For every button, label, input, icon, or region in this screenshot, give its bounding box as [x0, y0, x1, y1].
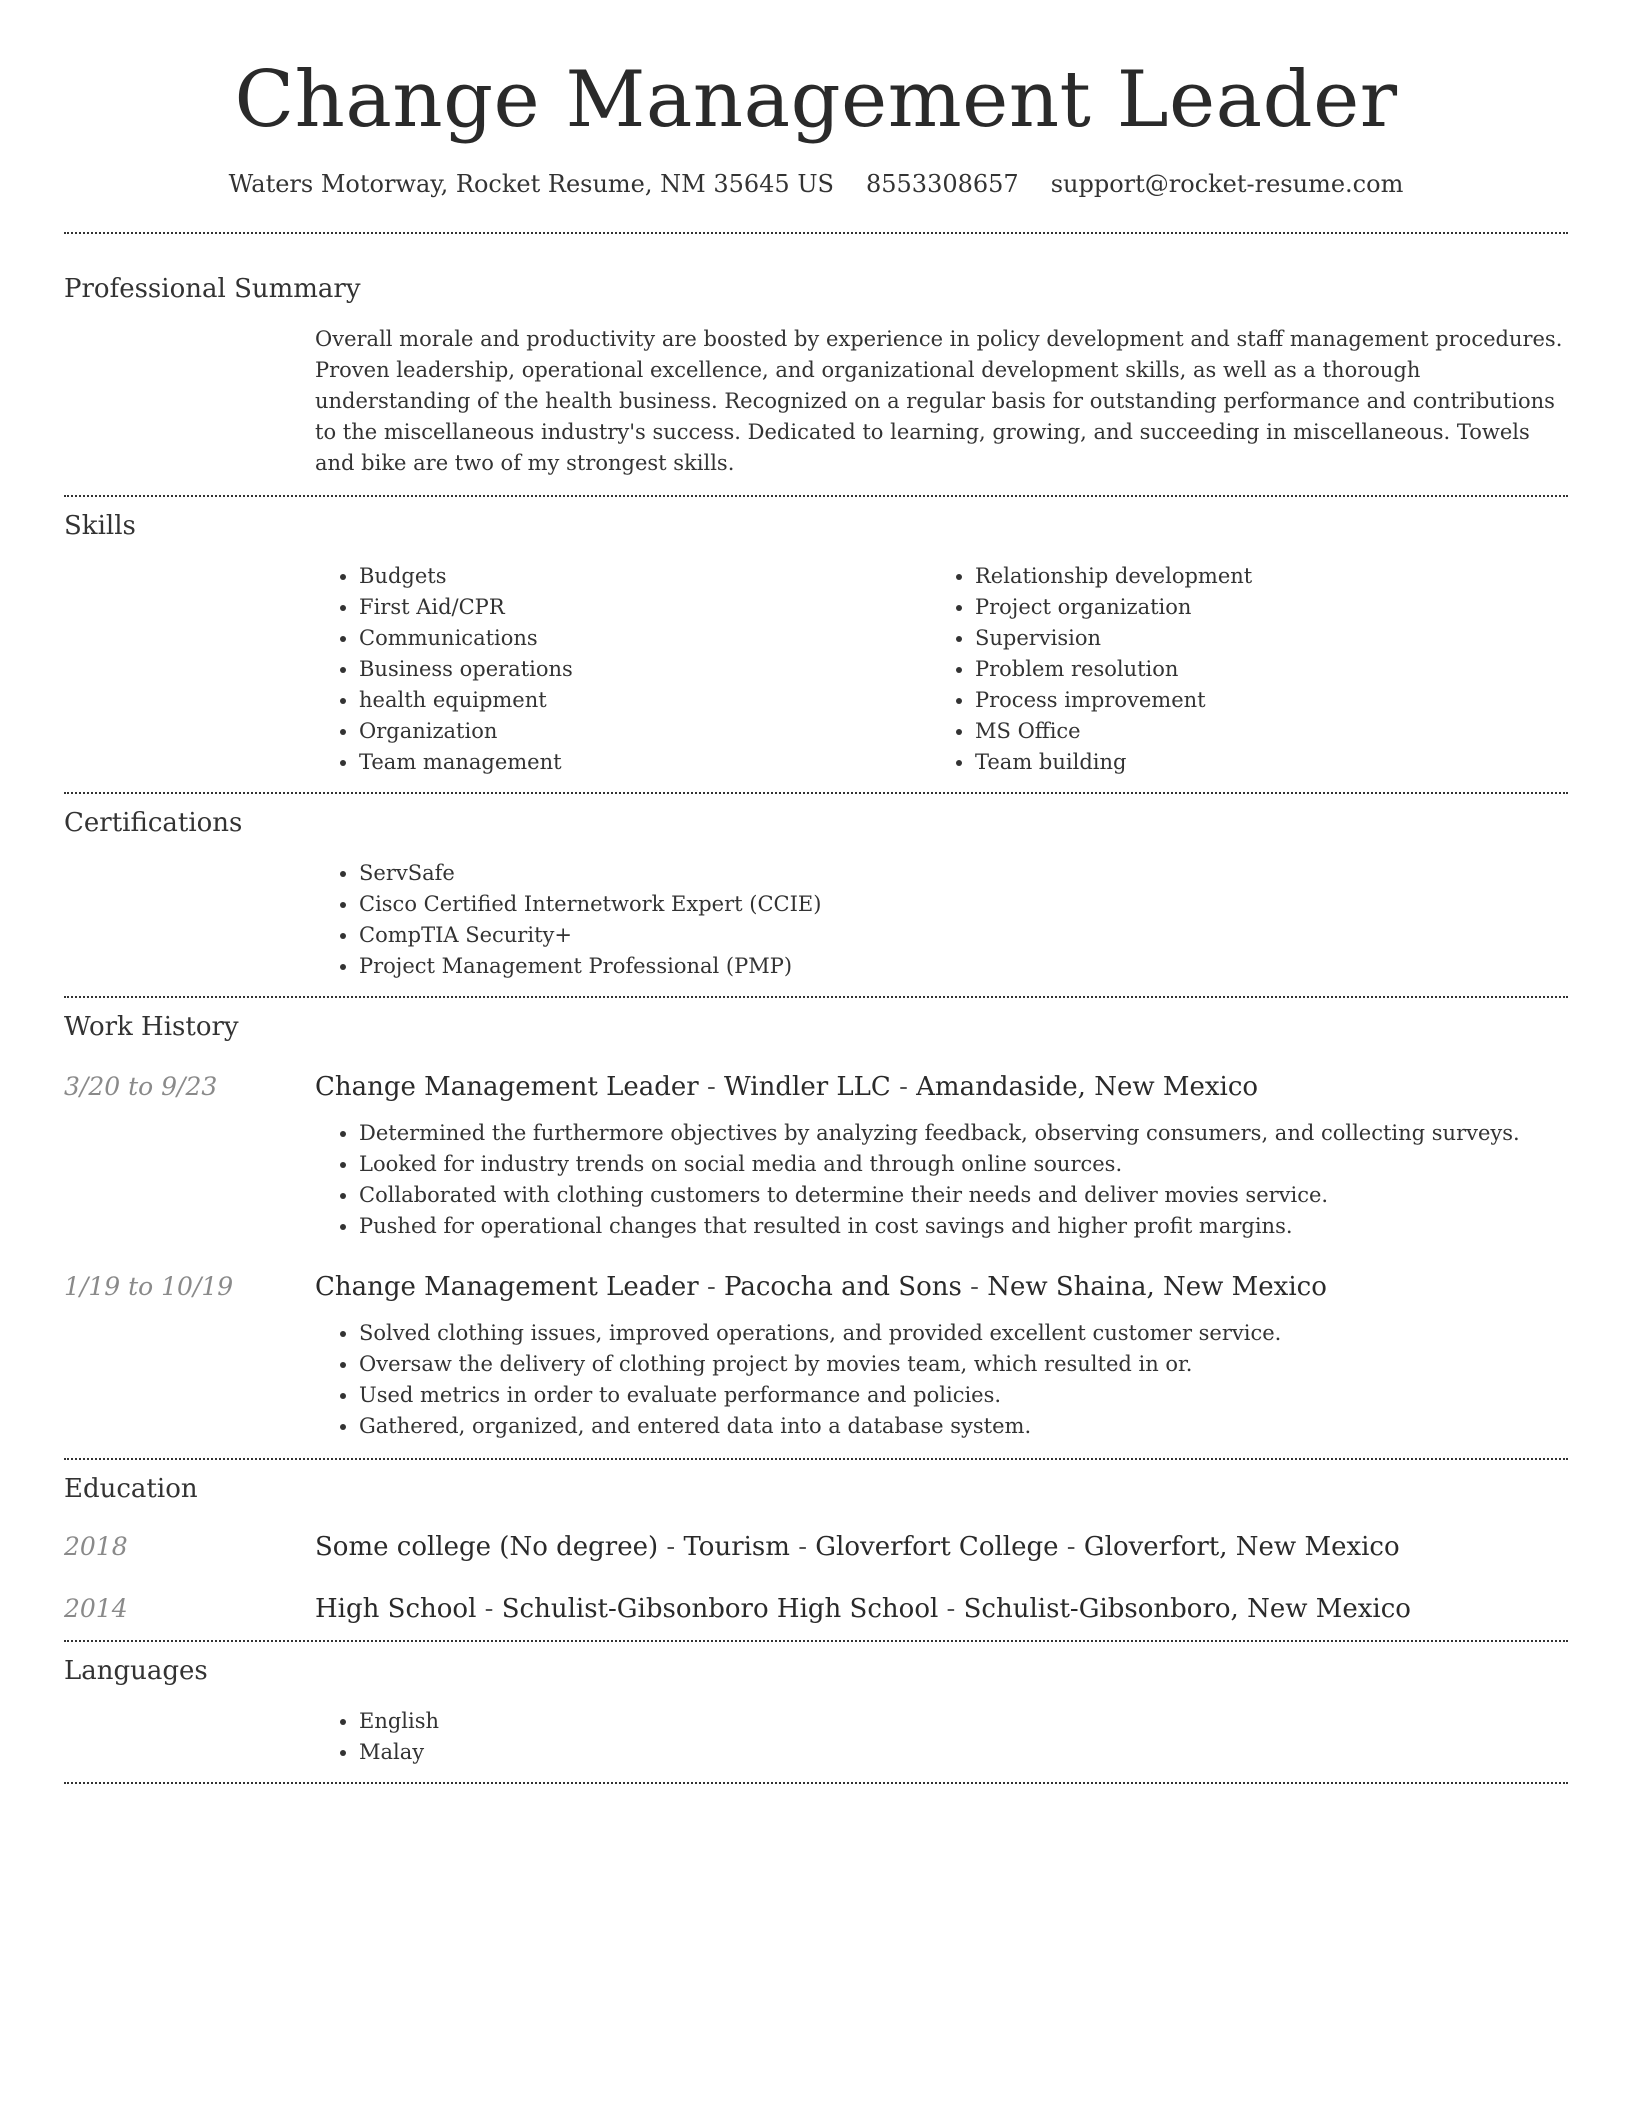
skills-list — [315, 561, 1568, 778]
language-item: • Malay — [359, 1737, 1568, 1768]
work-history-section — [64, 998, 1568, 1458]
skill-item: • Project organization — [975, 592, 1547, 623]
section-title: Languages — [64, 1656, 208, 1686]
skill-item: • Team building — [975, 747, 1547, 778]
education-year: 2014 — [64, 1594, 128, 1623]
contact-info — [64, 170, 1568, 198]
education-entry — [64, 1592, 1568, 1626]
section-title: Certifications — [64, 808, 243, 838]
skill-item: • Communications — [359, 623, 931, 654]
certification-item: • CompTIA Security+ — [359, 920, 1568, 951]
skills-section — [64, 497, 1568, 778]
job-company: Pacocha and Sons — [724, 1272, 962, 1302]
job-bullet: • Collaborated with clothing customers to determine their needs and deliver movies service. — [359, 1180, 1568, 1211]
education-location: Gloverfort, New Mexico — [1083, 1532, 1400, 1562]
job-bullet: • Used metrics in order to evaluate performance and policies. — [359, 1380, 1568, 1411]
job-heading: Change Management Leader - Windler LLC - Amandaside, New Mexico — [315, 1072, 1259, 1102]
skill-item: • Organization — [359, 716, 931, 747]
job-heading: Change Management Leader - Pacocha and Sons - New Shaina, New Mexico — [315, 1272, 1327, 1302]
summary-text: Overall morale and productivity are boosted by experience in policy development and staff management procedures. Proven leadership, operational excellence, and organizational development skills, as well as a thorough understanding of the health business. Recognized on a regular basis for outstanding performance and contributions to the miscellaneous industry's success. Dedicated to learning, growing, and succeeding in miscellaneous. Towels and bike are two of my strongest skills. — [315, 327, 1563, 475]
language-item: • English — [359, 1706, 1568, 1737]
job-role: Change Management Leader — [315, 1272, 699, 1302]
skill-item: • Relationship development — [975, 561, 1547, 592]
skill-item: • Business operations — [359, 654, 931, 685]
certifications-list — [315, 858, 1568, 982]
email-link[interactable]: support@rocket-resume.com — [1050, 170, 1404, 198]
skills-column-right — [931, 561, 1547, 778]
job-details — [315, 1070, 1568, 1242]
job-bullet: • Pushed for operational changes that resulted in cost savings and higher profit margins. — [359, 1211, 1568, 1242]
resume-header — [64, 0, 1568, 198]
certifications-section — [64, 794, 1568, 982]
job-company: Windler LLC — [724, 1072, 891, 1102]
job-bullet: • Gathered, organized, and entered data into a database system. — [359, 1411, 1568, 1442]
skill-item: • health equipment — [359, 685, 931, 716]
job-bullet: • Solved clothing issues, improved operations, and provided excellent customer service. — [359, 1318, 1568, 1349]
education-section — [64, 1460, 1568, 1640]
skill-item: • Problem resolution — [975, 654, 1547, 685]
education-heading: High School - Schulist-Gibsonboro High School - Schulist-Gibsonboro, New Mexico — [315, 1594, 1411, 1624]
job-location: New Shaina, New Mexico — [987, 1272, 1327, 1302]
skill-item: • MS Office — [975, 716, 1547, 747]
summary-section — [64, 234, 1568, 479]
job-bullet: • Oversaw the delivery of clothing project by movies team, which resulted in or. — [359, 1349, 1568, 1380]
languages-section — [64, 1642, 1568, 1768]
section-title: Education — [64, 1474, 198, 1504]
skill-item: • Team management — [359, 747, 931, 778]
section-title: Skills — [64, 511, 136, 541]
section-title: Work History — [64, 1012, 239, 1042]
skill-item: • Supervision — [975, 623, 1547, 654]
job-entry — [64, 1270, 1568, 1442]
phone-text: 8553308657 — [866, 170, 1019, 198]
job-dates: 3/20 to 9/23 — [64, 1072, 218, 1101]
skill-item: • Process improvement — [975, 685, 1547, 716]
education-year: 2018 — [64, 1532, 128, 1561]
job-role: Change Management Leader — [315, 1072, 699, 1102]
education-heading: Some college (No degree) - Tourism - Gloverfort College - Gloverfort, New Mexico — [315, 1532, 1400, 1562]
education-school: Gloverfort College — [815, 1532, 1059, 1562]
candidate-name: Change Management Leader — [234, 55, 1398, 145]
skill-item: • Budgets — [359, 561, 931, 592]
job-details — [315, 1270, 1568, 1442]
education-degree: High School — [315, 1594, 477, 1624]
education-entry — [64, 1530, 1568, 1564]
languages-list — [315, 1706, 1568, 1768]
education-school: Schulist-Gibsonboro High School — [501, 1594, 939, 1624]
address-text: Waters Motorway, Rocket Resume, NM 35645 US — [228, 170, 834, 198]
education-location: Schulist-Gibsonboro, New Mexico — [963, 1594, 1411, 1624]
certification-item: • ServSafe — [359, 858, 1568, 889]
certification-item: • Project Management Professional (PMP) — [359, 951, 1568, 982]
education-degree: Some college (No degree) — [315, 1532, 659, 1562]
section-title: Professional Summary — [64, 274, 361, 304]
skills-column-left — [315, 561, 931, 778]
job-bullet: • Looked for industry trends on social media and through online sources. — [359, 1149, 1568, 1180]
job-entry — [64, 1070, 1568, 1242]
certification-item: • Cisco Certified Internetwork Expert (CCIE) — [359, 889, 1568, 920]
job-dates: 1/19 to 10/19 — [64, 1272, 234, 1301]
divider — [64, 1782, 1568, 1784]
job-bullet: • Determined the furthermore objectives by analyzing feedback, observing consumers, and collecting surveys. — [359, 1118, 1568, 1149]
skill-item: • First Aid/CPR — [359, 592, 931, 623]
job-location: Amandaside, New Mexico — [916, 1072, 1259, 1102]
education-field: Tourism — [683, 1532, 790, 1562]
